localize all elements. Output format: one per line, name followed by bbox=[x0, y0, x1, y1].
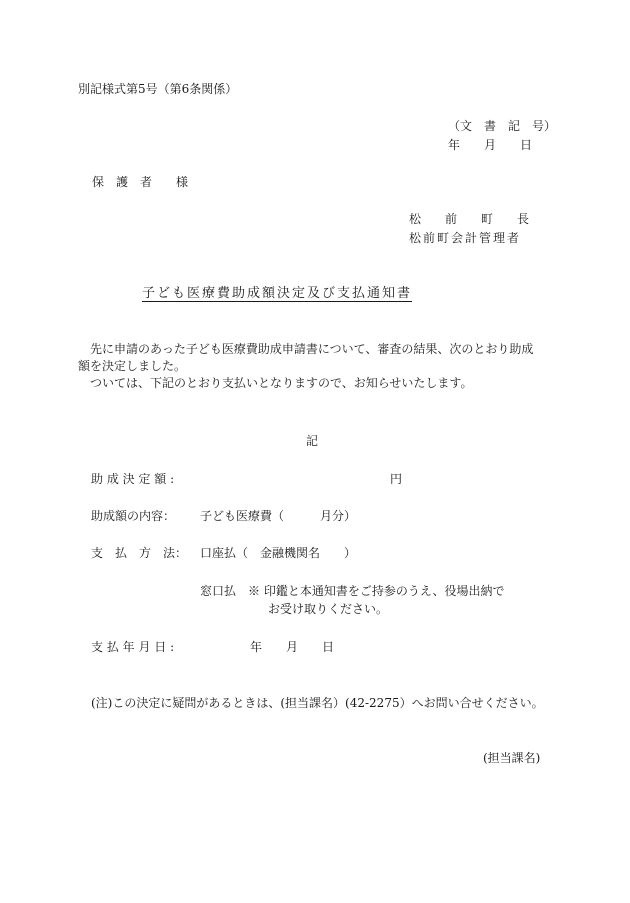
amount-label: 助 成 決 定 額 : bbox=[91, 472, 175, 486]
inquiry-note: (注)この決定に疑問があるときは、(担当課名）(42-2275）へお問い合せください。 bbox=[91, 696, 544, 710]
issue-date: 年 月 日 bbox=[448, 138, 533, 152]
issuer-accountant: 松前町会計管理者 bbox=[409, 231, 522, 245]
body-line-3: ついては、下記のとおり支払いとなりますので、お知らせいたします。 bbox=[90, 376, 473, 390]
payment-option-counter: 窓口払 ※ 印鑑と本通知書をご持参のうえ、役場出納で bbox=[200, 584, 505, 598]
document-title: 子ども医療費助成額決定及び支払通知書 bbox=[142, 286, 413, 301]
body-line-1: 先に申請のあった子ども医療費助成申請書について、審査の結果、次のとおり助成 bbox=[90, 342, 534, 356]
payment-date-value: 年 月 日 bbox=[250, 640, 335, 654]
payment-option-bank: 口座払（ 金融機関名 ） bbox=[200, 546, 357, 560]
contact-section: (担当課名) bbox=[483, 751, 541, 765]
content-label: 助成額の内容： bbox=[91, 509, 176, 523]
issuer-mayor: 松 前 町 長 bbox=[409, 212, 530, 226]
amount-unit: 円 bbox=[390, 472, 403, 486]
ki-heading: 記 bbox=[306, 434, 319, 448]
body-paragraph bbox=[78, 341, 558, 392]
payment-date-label: 支 払 年 月 日 : bbox=[91, 640, 175, 654]
content-value: 子ども医療費（ 月分） bbox=[200, 509, 357, 523]
recipient: 保 護 者 様 bbox=[92, 175, 189, 189]
payment-method-label: 支 払 方 法： bbox=[91, 546, 188, 560]
form-number: 別記様式第5号（第6条関係） bbox=[78, 82, 238, 96]
document-number: （文 書 記 号） bbox=[448, 119, 557, 133]
body-line-2: 額を決定しました。 bbox=[78, 359, 187, 373]
payment-option-counter-cont: お受け取りください。 bbox=[268, 602, 389, 616]
